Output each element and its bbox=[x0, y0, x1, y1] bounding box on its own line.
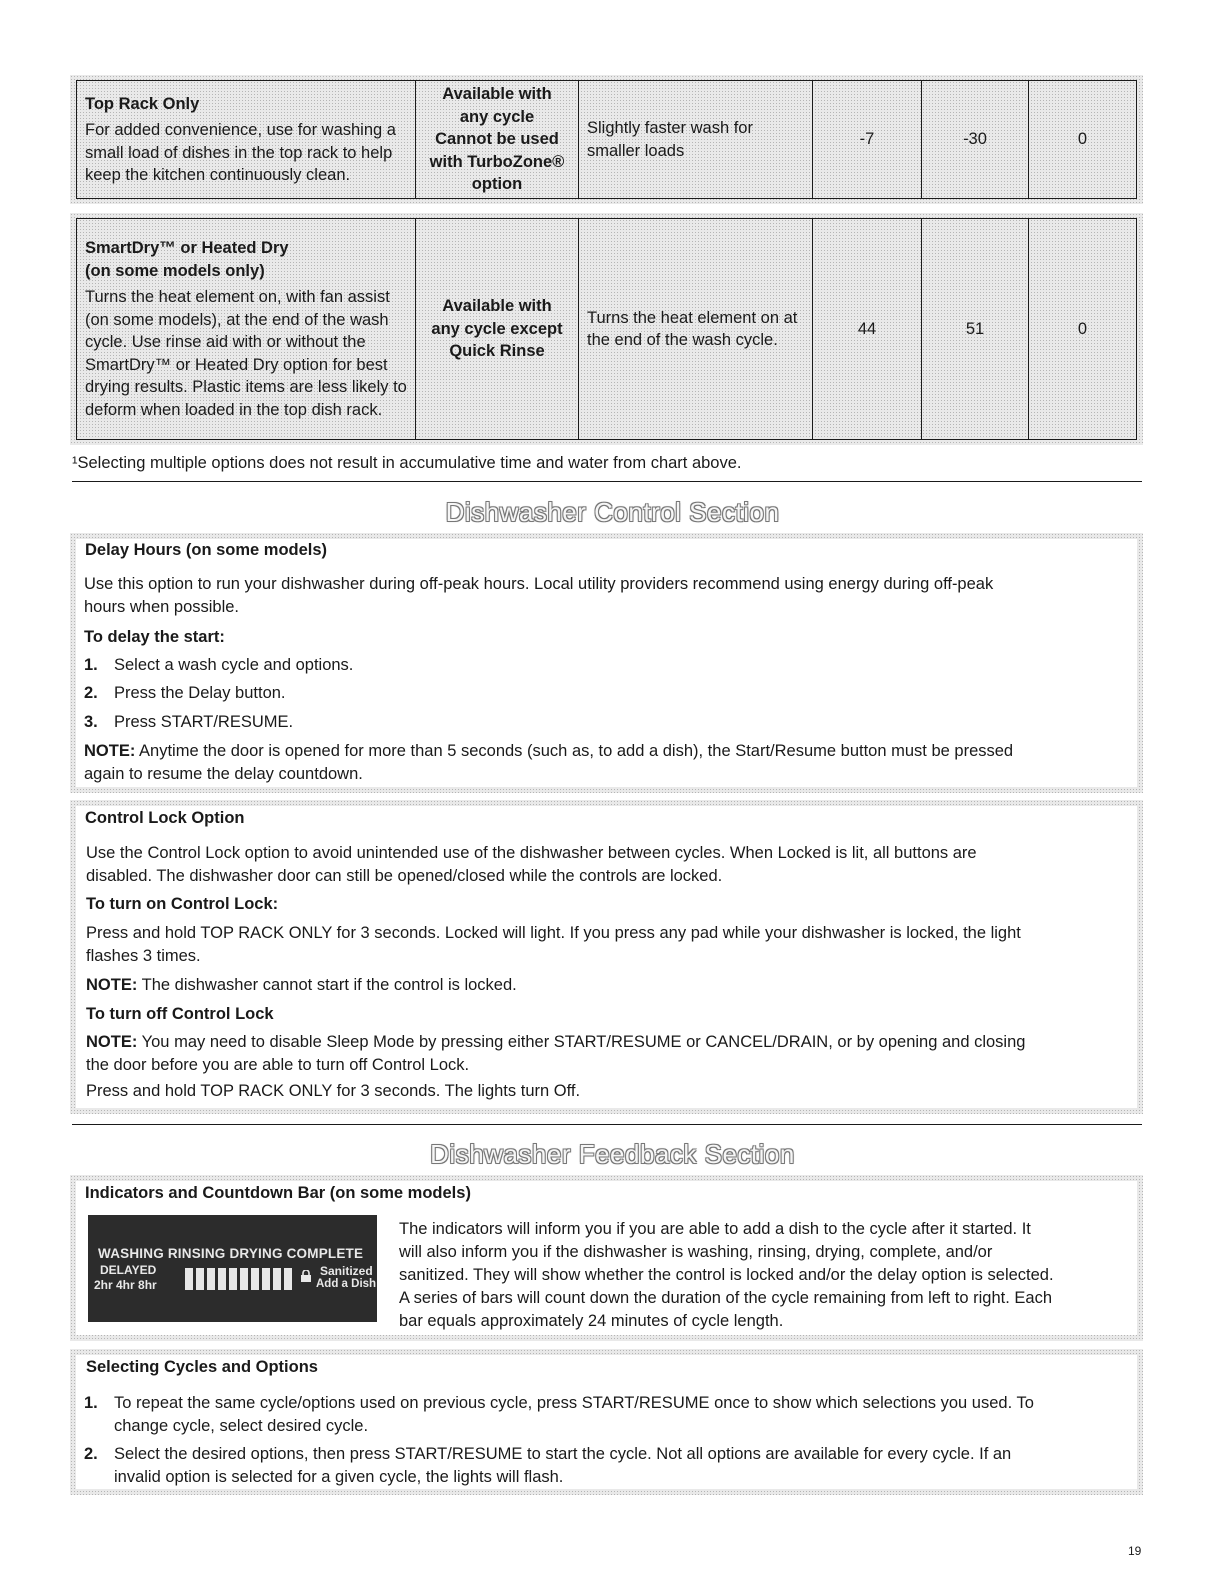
delay-step-number: 2. bbox=[84, 684, 98, 702]
smartdry-benefit-cell bbox=[579, 219, 813, 440]
delay-note bbox=[84, 740, 1013, 763]
smartdry-row bbox=[76, 218, 1137, 440]
delay-step-number: 3. bbox=[84, 713, 98, 731]
turn-on-lock-subhead: To turn on Control Lock: bbox=[86, 895, 279, 913]
top-rack-value-1: -7 bbox=[813, 81, 922, 199]
divider-rule bbox=[72, 481, 1142, 482]
smartdry-description-cell bbox=[77, 219, 416, 440]
countdown-bar bbox=[185, 1268, 295, 1290]
turn-on-lock-text: flashes 3 times. bbox=[86, 947, 201, 965]
delay-step-number: 1. bbox=[84, 656, 98, 674]
lock-off-note bbox=[86, 1031, 1025, 1054]
delayed-indicator: DELAYED bbox=[100, 1263, 157, 1277]
indicators-text-line: The indicators will inform you if you are able to add a dish to the cycle after it started. It bbox=[399, 1220, 1031, 1238]
top-rack-availability-line: with TurboZone® bbox=[429, 152, 565, 171]
selecting-title: Selecting Cycles and Options bbox=[86, 1358, 318, 1376]
delay-hours-title: Delay Hours (on some models) bbox=[85, 541, 328, 559]
selecting-step-text: change cycle, select desired cycle. bbox=[114, 1417, 369, 1435]
selecting-step-number: 2. bbox=[84, 1445, 98, 1463]
top-rack-value-2: -30 bbox=[922, 81, 1029, 199]
lock-note bbox=[86, 974, 517, 997]
delay-hours-intro: Use this option to run your dishwasher during off-peak hours. Local utility providers recommend using energy during off-peak bbox=[84, 575, 994, 593]
selecting-step-text: invalid option is selected for a given cycle, the lights will flash. bbox=[114, 1468, 564, 1486]
top-rack-benefit: Slightly faster wash for smaller loads bbox=[587, 119, 753, 160]
countdown-bar-segment bbox=[273, 1268, 281, 1290]
divider-rule bbox=[72, 1124, 1142, 1125]
indicator-panel-image bbox=[88, 1215, 377, 1322]
note-label: NOTE: bbox=[86, 1033, 138, 1051]
smartdry-availability-line: Quick Rinse bbox=[449, 342, 545, 361]
top-rack-availability-line: any cycle bbox=[459, 107, 535, 126]
smartdry-availability-line: any cycle except bbox=[431, 319, 563, 338]
top-rack-description: For added convenience, use for washing a small load of dishes in the top rack to help keep the kitchen continuously clean. bbox=[85, 121, 396, 184]
smartdry-value-3: 0 bbox=[1029, 219, 1137, 440]
smartdry-description: Turns the heat element on, with fan assist (on some models), at the end of the wash cycle. Use rinse aid with or without the SmartDry™ or Heated Dry option for best drying results. Plastic items are less likely to deform when loaded in the top dish rack. bbox=[85, 288, 407, 419]
lock-off-note-text: You may need to disable Sleep Mode by pressing either START/RESUME or CANCEL/DRAIN, or by opening and closing bbox=[141, 1033, 1026, 1051]
delay-step-text: Press START/RESUME. bbox=[114, 713, 294, 731]
delay-step-text: Press the Delay button. bbox=[114, 684, 286, 702]
countdown-bar-segment bbox=[196, 1268, 204, 1290]
smartdry-value-2: 51 bbox=[922, 219, 1029, 440]
table-footnote: ¹Selecting multiple options does not result in accumulative time and water from chart above. bbox=[72, 454, 742, 472]
delay-step-text: Select a wash cycle and options. bbox=[114, 656, 354, 674]
control-section-title: Dishwasher Control Section bbox=[445, 497, 780, 527]
delay-note-text: again to resume the delay countdown. bbox=[84, 765, 363, 783]
smartdry-title: SmartDry™ or Heated Dry bbox=[85, 239, 289, 257]
add-a-dish-indicator: Add a Dish bbox=[316, 1278, 377, 1290]
top-rack-row bbox=[76, 80, 1137, 199]
delay-start-subhead: To delay the start: bbox=[84, 628, 225, 646]
countdown-bar-segment bbox=[251, 1268, 259, 1290]
top-rack-availability-line: option bbox=[471, 175, 523, 194]
smartdry-value-1: 44 bbox=[813, 219, 922, 440]
delay-hours-intro: hours when possible. bbox=[84, 598, 240, 616]
turn-on-lock-text: Press and hold TOP RACK ONLY for 3 seconds. Locked will light. If you press any pad while your dishwasher is locked, the light bbox=[86, 924, 1021, 942]
control-lock-title: Control Lock Option bbox=[85, 809, 245, 827]
control-lock-intro: Use the Control Lock option to avoid unintended use of the dishwasher between cycles. When Locked is lit, all buttons are bbox=[86, 844, 977, 862]
indicators-title: Indicators and Countdown Bar (on some models) bbox=[85, 1184, 471, 1202]
indicators-text-line: A series of bars will count down the duration of the cycle remaining from left to right. Each bbox=[399, 1289, 1052, 1307]
lock-note-text: The dishwasher cannot start if the control is locked. bbox=[141, 976, 517, 994]
indicators-text-line: sanitized. They will show whether the control is locked and/or the delay option is selected. bbox=[399, 1266, 1054, 1284]
indicators-text-line: bar equals approximately 24 minutes of cycle length. bbox=[399, 1312, 784, 1330]
selecting-step-text: Select the desired options, then press START/RESUME to start the cycle. Not all options are available for every cycle. If an bbox=[114, 1445, 1012, 1463]
top-rack-benefit-cell bbox=[579, 81, 813, 199]
top-rack-availability-line: Available with bbox=[442, 85, 552, 104]
top-rack-value-3: 0 bbox=[1029, 81, 1137, 199]
top-rack-description-cell bbox=[77, 81, 416, 199]
countdown-bar-segment bbox=[229, 1268, 237, 1290]
selecting-step-number: 1. bbox=[84, 1394, 98, 1412]
countdown-bar-segment bbox=[240, 1268, 248, 1290]
smartdry-availability-line: Available with bbox=[442, 297, 552, 316]
control-lock-intro: disabled. The dishwasher door can still be opened/closed while the controls are locked. bbox=[86, 867, 723, 885]
delay-note-text: Anytime the door is opened for more than 5 seconds (such as, to add a dish), the Start/Resume button must be pressed bbox=[139, 742, 1014, 760]
lock-icon bbox=[300, 1270, 312, 1282]
page-number: 19 bbox=[1128, 1544, 1142, 1558]
top-rack-availability-line: Cannot be used bbox=[435, 130, 559, 149]
feedback-section-title: Dishwasher Feedback Section bbox=[430, 1139, 795, 1169]
countdown-bar-segment bbox=[218, 1268, 226, 1290]
countdown-bar-segment bbox=[262, 1268, 270, 1290]
top-rack-availability-cell bbox=[416, 81, 579, 199]
delay-hours-indicator: 2hr 4hr 8hr bbox=[94, 1278, 157, 1292]
top-rack-title: Top Rack Only bbox=[85, 94, 200, 113]
smartdry-availability-cell bbox=[416, 219, 579, 440]
smartdry-subtitle: (on some models only) bbox=[85, 261, 265, 280]
smartdry-benefit: Turns the heat element on at the end of the wash cycle. bbox=[587, 308, 798, 349]
sanitized-indicator: Sanitized bbox=[320, 1264, 373, 1278]
note-label: NOTE: bbox=[86, 976, 138, 994]
selecting-step-text: To repeat the same cycle/options used on previous cycle, press START/RESUME once to show which selections you used. To bbox=[114, 1394, 1034, 1412]
countdown-bar-segment bbox=[284, 1268, 292, 1290]
note-label: NOTE: bbox=[84, 742, 136, 760]
countdown-bar-segment bbox=[185, 1268, 193, 1290]
countdown-bar-segment bbox=[207, 1268, 215, 1290]
turn-off-lock-text: Press and hold TOP RACK ONLY for 3 seconds. The lights turn Off. bbox=[86, 1082, 581, 1100]
turn-off-lock-subhead: To turn off Control Lock bbox=[86, 1005, 274, 1023]
indicators-text-line: will also inform you if the dishwasher is washing, rinsing, drying, complete, and/or bbox=[399, 1243, 993, 1261]
status-indicators: WASHING RINSING DRYING COMPLETE bbox=[98, 1246, 364, 1261]
lock-off-note-text: the door before you are able to turn off Control Lock. bbox=[86, 1056, 470, 1074]
